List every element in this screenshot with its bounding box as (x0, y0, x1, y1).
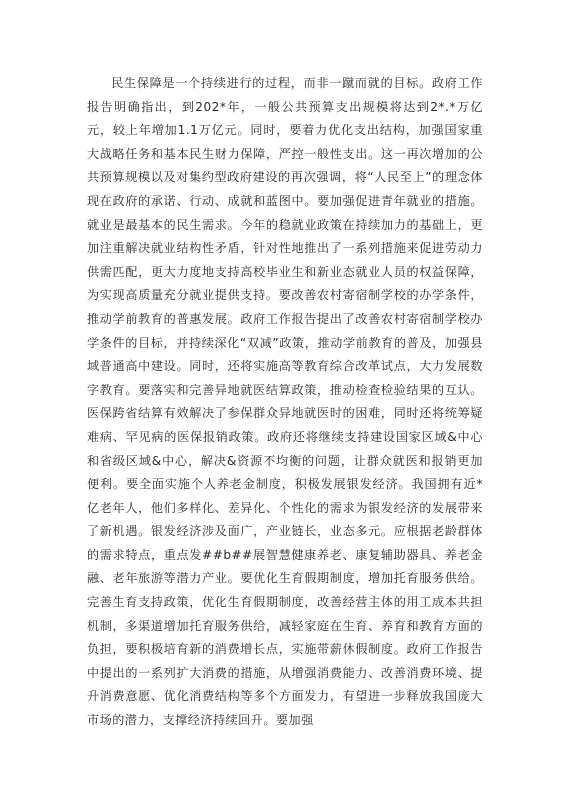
body-paragraph: 民生保障是一个持续进行的过程，而非一蹴而就的目标。政府工作报告明确指出，到202*年，一般公共预算支出规模将达到2*.*万亿元，较上年增加1.1万亿元。同时，要着力优化支出结构，加强国家重大战略任务和基本民生财力保障，严控一般性支出。这一再次增加的公共预算规模以及对集约型政府建设的再次强调，将“人民至上”的理念体现在政府的承诺、行动、成就和蓝图中。要加强促进青年就业的措施。就业是最基本的民生需求。今年的稳就业政策在持续加力的基础上，更加注重解决就业结构性矛盾，针对性地推出了一系列措施来促进劳动力供需匹配，更大力度地支持高校毕业生和新业态就业人员的权益保障，为实现高质量充分就业提供支持。要改善农村寄宿制学校的办学条件，推动学前教育的普惠发展。政府工作报告提出了改善农村寄宿制学校办学条件的目标，并持续深化“双减”政策，推动学前教育的普及，加强县域普通高中建设。同时，还将实施高等教育综合改革试点，大力发展数字教育。要落实和完善异地就医结算政策，推动检查检验结果的互认。医保跨省结算有效解决了参保群众异地就医时的困难，同时还将统筹疑难病、罕见病的医保报销政策。政府还将继续支持建设国家区域&中心和省级区域&中心，解决&资源不均衡的问题，让群众就医和报销更加便利。要全面实施个人养老金制度，积极发展银发经济。我国拥有近*亿老年人，他们多样化、差异化、个性化的需求为银发经济的发展带来了新机遇。银发经济涉及面广，产业链长，业态多元。应根据老龄群体的需求特点，重点发##b##展智慧健康养老、康复辅助器具、养老金融、老年旅游等潜力产业。要优化生育假期制度，增加托育服务供给。完善生育支持政策，优化生育假期制度，改善经营主体的用工成本共担机制，多渠道增加托育服务供给，减轻家庭在生育、养育和教育方面的负担，要积极培育新的消费增长点，实施带薪休假制度。政府工作报告中提出的一系列扩大消费的措施，从增强消费能力、改善消费环境、提升消费意愿、优化消费结构等多个方面发力，有望进一步释放我国庞大市场的潜力，支撑经济持续回升。要加强 (87, 76, 483, 728)
